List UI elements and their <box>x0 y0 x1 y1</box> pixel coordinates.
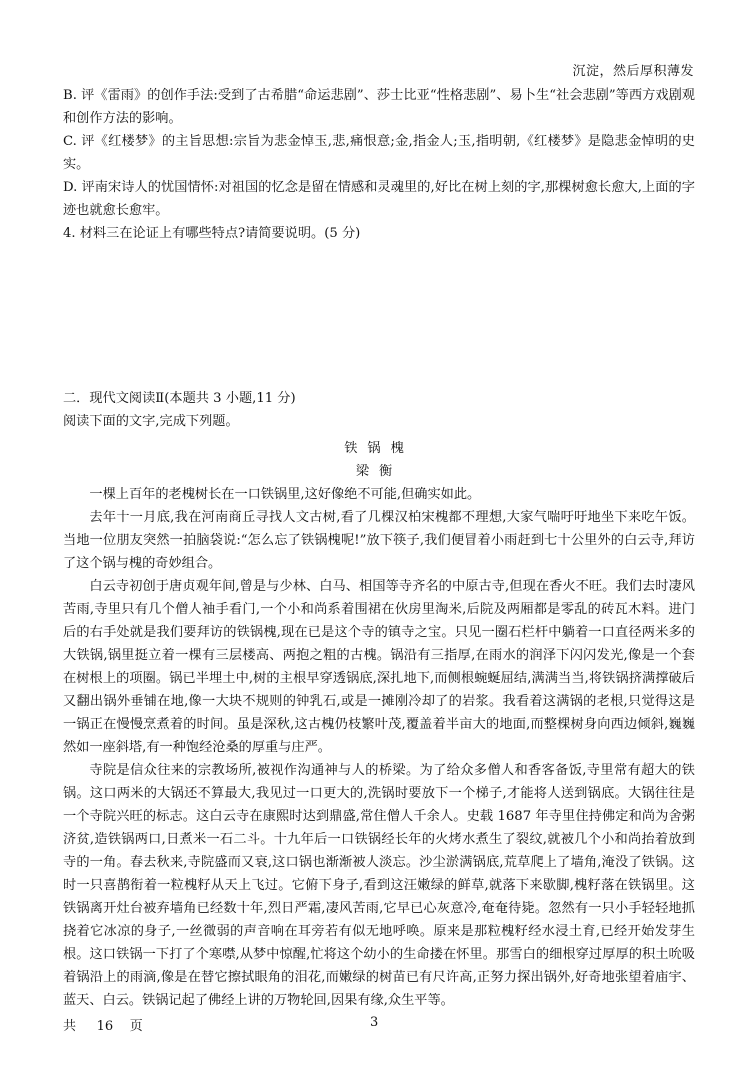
page-footer <box>63 1015 695 1035</box>
option-d: D. 评南宋诗人的忧国情怀:对祖国的忆念是留在情感和灵魂里的,好比在树上刻的字,那棵树愈长愈大,上面的字迹也就愈长愈牢。 <box>63 180 695 218</box>
article-title: 铁锅槐 <box>344 441 414 456</box>
article-author: 梁衡 <box>355 464 403 479</box>
option-b: B. 评《雷雨》的创作手法:受到了古希腊“命运悲剧”、莎士比亚“性格悲剧”、易卜生“社会悲剧”等西方戏剧观和创作方法的影响。 <box>63 88 695 126</box>
article-paragraph: 一棵上百年的老槐树长在一口铁锅里,这好像绝不可能,但确实如此。 <box>89 487 481 502</box>
answer-space <box>63 245 695 387</box>
total-pages: 共 16 页 <box>63 1019 143 1034</box>
page-content <box>63 84 695 1012</box>
header-motto: 沉淀，然后厚积薄发 <box>572 64 694 79</box>
article-paragraph: 去年十一月底,我在河南商丘寻找人文古树,看了几棵汉柏宋槐都不理想,大家气喘吁吁地坐下来吃午饭。当地一位朋友突然一拍脑袋说:“怎么忘了铁锅槐呢!”放下筷子,我们便冒着小雨赶到七十公里外的白云寺,拜访了这个锅与槐的奇妙组合。 <box>63 510 695 571</box>
article-paragraph: 寺院是信众往来的宗教场所,被视作沟通神与人的桥梁。为了给众多僧人和香客备饭,寺里常有超大的铁锅。这口两米的大锅还不算最大,我见过一口更大的,洗锅时要放下一个梯子,才能将人送到锅底。大锅往往是一个寺院兴旺的标志。这白云寺在康熙时达到鼎盛,常住僧人千余人。史载 1687 年寺里住持佛定和尚为舍粥济贫,造铁锅两口,日煮米一石二斗。十九年后一口铁锅经长年的火烤水煮生了裂纹,就被几个小和尚抬着放到寺的一角。春去秋来,寺院盛而又衰,这口锅也渐渐被人淡忘。沙尘淤满锅底,荒草爬上了墙角,淹没了铁锅。这时一只喜鹊衔着一粒槐籽从天上飞过。它俯下身子,看到这汪嫩绿的鲜草,就落下来歇脚,槐籽落在铁锅里。这铁锅离开灶台被弃墙角已经数十年,烈日严霜,凄风苦雨,它早已心灰意冷,奄奄待毙。忽然有一只小手轻轻地抓挠着它冰凉的身子,一丝微弱的声音响在耳旁若有似无地呼唤。原来是那粒槐籽经水浸土育,已经开始发芽生根。这口铁锅一下打了个寒噤,从梦中惊醒,忙将这个幼小的生命搂在怀里。那雪白的细根穿过厚厚的积土吮吸着锅沿上的雨滴,像是在替它擦拭眼角的泪花,而嫩绿的树苗已有尺许高,正努力探出锅外,好奇地张望着庙宇、蓝天、白云。铁锅记起了佛经上讲的万物轮回,因果有缘,众生平等。 <box>63 763 695 1008</box>
question-4: 4. 材料三在论证上有哪些特点?请简要说明。(5 分) <box>63 226 361 241</box>
section-instruction: 阅读下面的文字,完成下列题。 <box>63 414 239 429</box>
page-number: 3 <box>370 1015 379 1030</box>
section-title: 二．现代文阅读Ⅱ(本题共 3 小题,11 分) <box>63 391 296 406</box>
article-paragraph: 白云寺初创于唐贞观年间,曾是与少林、白马、相国等寺齐名的中原古寺,但现在香火不旺。我们去时凄风苦雨,寺里只有几个僧人袖手看门,一个小和尚系着围裙在伙房里淘米,后院及两厢都是零乱的砖瓦木料。进门后的右手处就是我们要拜访的铁锅槐,现在已是这个寺的镇寺之宝。只见一圈石栏杆中躺着一口直径两米多的大铁锅,锅里挺立着一棵有三层楼高、两抱之粗的古槐。锅沿有三指厚,在雨水的润泽下闪闪发光,像是一个套在树根上的项圈。锅已半埋土中,树的主根早穿透锅底,深扎地下,而侧根蜿蜒屈结,满满当当,将铁锅挤满撑破后又翻出锅外垂铺在地,像一大块不规则的钟乳石,或是一摊刚冷却了的岩浆。我看着这满锅的老根,只觉得这是一锅正在慢慢烹煮着的时间。虽是深秋,这古槐仍枝繁叶茂,覆盖着半亩大的地面,而整棵树身向西边倾斜,巍巍然如一座斜塔,有一种饱经沧桑的厚重与庄严。 <box>63 579 695 755</box>
option-c: C. 评《红楼梦》的主旨思想:宗旨为悲金悼玉,悲,痛恨意;金,指金人;玉,指明朝,《红楼梦》是隐悲金悼明的史实。 <box>63 134 695 172</box>
